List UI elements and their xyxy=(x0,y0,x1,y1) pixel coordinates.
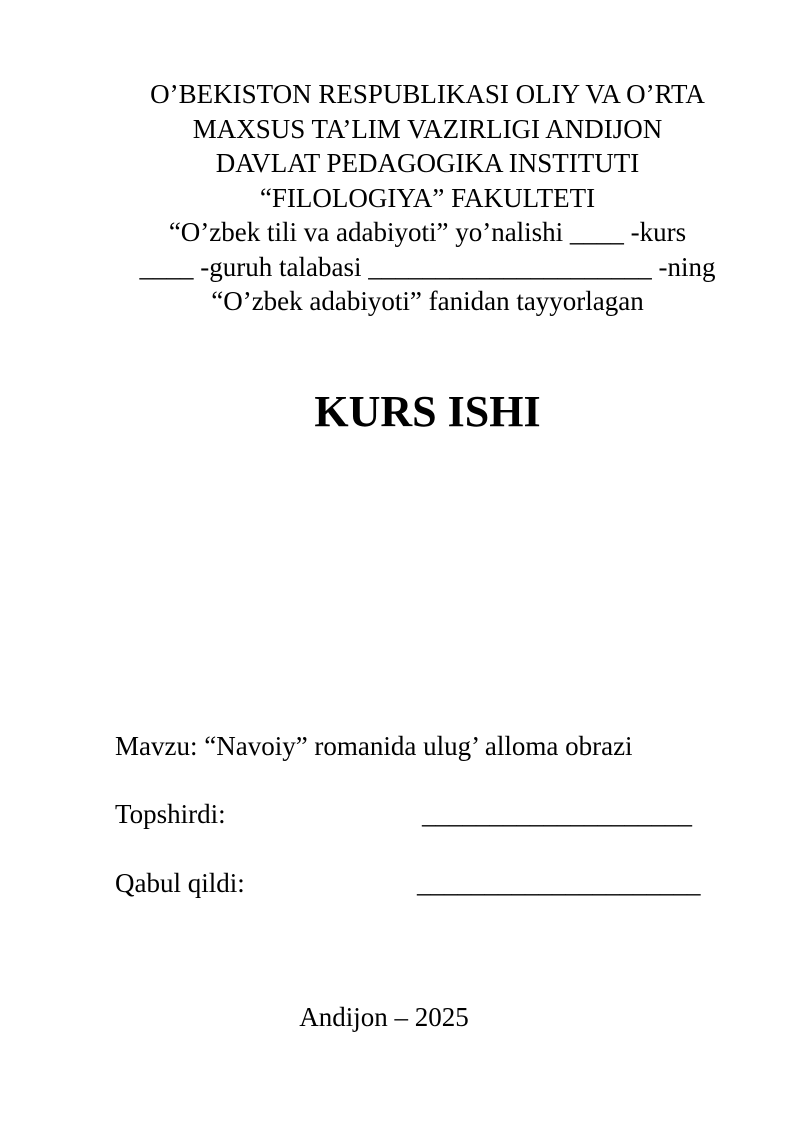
accepted-by-label: Qabul qildi: xyxy=(115,868,245,898)
header-line-ministry-cont: MAXSUS TA’LIM VAZIRLIGI ANDIJON xyxy=(192,113,663,144)
header-line-ministry: O’BEKISTON RESPUBLIKASI OLIY VA O’RTA xyxy=(150,79,705,109)
header-line-institute: DAVLAT PEDAGOGIKA INSTITUTI xyxy=(215,148,640,178)
institution-header xyxy=(110,77,745,319)
header-line-subject: “O’zbek adabiyoti” fanidan tayyorlagan xyxy=(211,286,644,316)
submitted-by-label: Topshirdi: xyxy=(115,799,226,829)
place-year: Andijon – 2025 xyxy=(299,1002,469,1032)
submitted-by-blank: ____________________ xyxy=(422,799,692,829)
header-line-direction: “O’zbek tili va adabiyoti” yo’nalishi ____ -kurs xyxy=(168,217,687,247)
accepted-by-blank: _____________________ xyxy=(417,868,701,898)
header-line-faculty: “FILOLOGIYA” FAKULTETI xyxy=(259,182,596,213)
topic-line: Mavzu: “Navoiy” romanida ulug’ alloma obrazi xyxy=(115,731,633,761)
header-line-student: ____ -guruh talabasi _____________________ -ning xyxy=(139,251,716,282)
document-title: KURS ISHI xyxy=(314,387,541,436)
